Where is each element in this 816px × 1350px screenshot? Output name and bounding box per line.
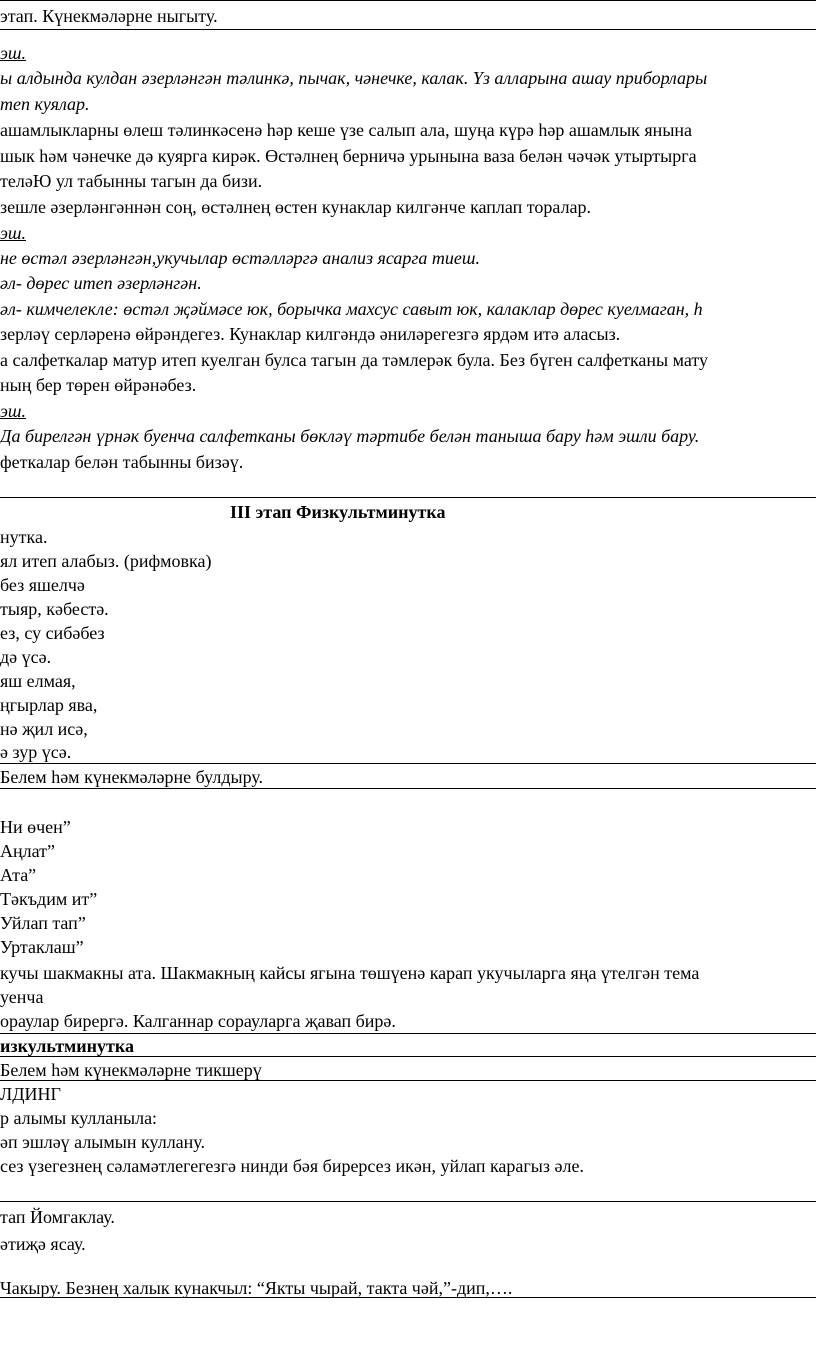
text-line: зешле әзерләнгәннән соң, өстәлнең өстен кунаклар килгәнче каплап торалар. xyxy=(0,197,592,217)
stage-heading: этап. Күнекмәләрне ныгыту. xyxy=(0,6,218,26)
poem-line: яш елмая, xyxy=(0,671,76,691)
table-rule xyxy=(0,1201,816,1202)
text-line: не өстәл әзерләнгән,укучылар өстәлләргә анализ ясарга тиеш. xyxy=(0,248,480,268)
text-line: ы алдында кулдан әзерләнгән тәлинкә, пычак, чәнечке, калак. Үз алларына ашау приборлары xyxy=(0,68,708,88)
text-line: ял итеп алабыз. (рифмовка) xyxy=(0,551,212,571)
text-line: ЛДИНГ xyxy=(0,1084,61,1104)
text-line: нутка. xyxy=(0,527,48,547)
list-item: Аңлат” xyxy=(0,841,55,861)
text-line: р алымы кулланыла: xyxy=(0,1108,158,1128)
stage-heading: тап Йомгаклау. xyxy=(0,1207,115,1227)
stage-heading: Белем һәм күнекмәләрне булдыру. xyxy=(0,767,264,787)
text-line: а салфеткалар матур итеп куелган булса тагын да тәмлерәк була. Без бүген салфетканы мату xyxy=(0,350,709,370)
poem-line: дә үсә. xyxy=(0,647,52,667)
stage-heading: Белем һәм күнекмәләрне тикшерү xyxy=(0,1060,262,1080)
text-line: ашамлыкларны өлеш тәлинкәсенә һәр кеше үзе салып ала, шуңа күрә һәр ашамлык янына xyxy=(0,120,693,140)
text-line: Чакыру. Безнең халык кунакчыл: “Якты чырай, такта чәй,”-дип,…. xyxy=(0,1278,513,1298)
stage-heading: әтиҗә ясау. xyxy=(0,1234,86,1254)
poem-line: нә җил исә, xyxy=(0,719,88,739)
poem-line: ңгырлар ява, xyxy=(0,695,98,715)
list-item: Ата” xyxy=(0,865,37,885)
task-label: эш. xyxy=(0,223,27,243)
text-line: әл- кимчелекле: өстәл җәймәсе юк, борычка махсус савыт юк, калаклар дөрес куелмаган, һ xyxy=(0,299,703,319)
table-rule xyxy=(0,763,816,764)
text-line: әп эшләү алымын куллану. xyxy=(0,1132,206,1152)
list-item: Уртаклаш” xyxy=(0,937,84,957)
stage-heading: III этап Физкультминутка xyxy=(230,502,446,522)
table-rule xyxy=(0,497,816,498)
text-line: теп куялар. xyxy=(0,94,90,114)
poem-line: тыяр, кәбестә. xyxy=(0,599,109,619)
text-line: ның бер төрен өйрәнәбез. xyxy=(0,375,197,395)
text-line: әл- дөрес итеп әзерләнгән. xyxy=(0,273,202,293)
text-line: феткалар белән табынны бизәү. xyxy=(0,452,244,472)
task-label: эш. xyxy=(0,43,27,63)
list-item: Уйлап тап” xyxy=(0,913,86,933)
poem-line: без яшелчә xyxy=(0,575,85,595)
text-line: кучы шакмакны ата. Шакмакның кайсы ягына төшүенә карап укучыларга яңа үтелгән тема xyxy=(0,963,700,983)
poem-line: ез, су сибәбез xyxy=(0,623,105,643)
text-line: теләЮ ул табынны тагын да бизи. xyxy=(0,171,263,191)
stage-heading: изкультминутка xyxy=(0,1036,134,1056)
list-item: Ни өчен” xyxy=(0,817,71,837)
table-rule xyxy=(0,29,816,30)
text-line: уенча xyxy=(0,987,44,1007)
text-line: шык һәм чәнечке дә куярга кирәк. Өстәлнең берничә урынына ваза белән чәчәк утыртырга xyxy=(0,146,697,166)
list-item: Тәкъдим ит” xyxy=(0,889,98,909)
task-label: эш. xyxy=(0,401,27,421)
text-line: сез үзегезнең сәламәтлегегезгә нинди бәя бирерсез икән, уйлап карагыз әле. xyxy=(0,1156,584,1176)
text-line: Да бирелгән үрнәк буенча салфетканы бөкләү тәртибе белән таныша бару һәм эшли бару. xyxy=(0,426,700,446)
text-line: ораулар бирергә. Калганнар сорауларга җавап бирә. xyxy=(0,1011,396,1031)
poem-line: ә зур үсә. xyxy=(0,742,72,762)
text-line: зерләү серләренә өйрәндегез. Кунаклар килгәндә әниләрегезгә ярдәм итә аласыз. xyxy=(0,324,621,344)
table-rule-top xyxy=(0,0,816,1)
